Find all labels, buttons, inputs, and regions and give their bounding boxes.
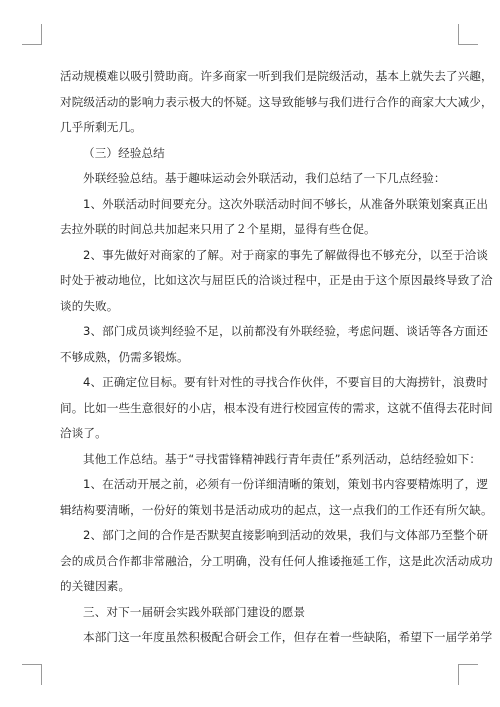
crop-mark-top-right-vertical: [458, 24, 459, 45]
crop-mark-top-left-horizontal: [22, 44, 42, 45]
text-line: 4、正确定位目标。要有针对性的寻找合作伙伴，不要盲目的大海捞针，浪费时: [83, 375, 489, 389]
text-line: 1、外联活动时间要充分。这次外联活动时间不够长，从准备外联策划案真正出: [83, 196, 489, 211]
text-line: 时处于被动地位，比如这次与屈臣氏的洽谈过程中，正是由于这个原因最终导致了洽: [60, 273, 493, 287]
section-heading: 三、对下一届研会实践外联部门建设的愿景: [83, 604, 306, 619]
text-line: 谈的失败。: [60, 298, 119, 313]
text-line: 的关键因素。: [60, 579, 131, 593]
text-line: 外联经验总结。基于趣味运动会外联活动，我们总结了一下几点经验：: [83, 171, 446, 185]
crop-mark-top-right-horizontal: [458, 44, 478, 45]
crop-mark-top-left-vertical: [41, 24, 42, 45]
text-line: 不够成熟，仍需多锻炼。: [60, 349, 189, 364]
text-line: 辑结构要清晰，一份好的策划书是活动成功的起点，这一点我们的工作还有所欠缺。: [60, 502, 493, 517]
text-line: 3、部门成员谈判经验不足，以前都没有外联经验，考虑问题、谈话等各方面还: [83, 324, 489, 338]
section-heading: （三）经验总结: [83, 145, 165, 160]
crop-mark-bottom-left-vertical: [41, 664, 42, 685]
text-line: 会的成员合作都非常融洽，分工明确，没有任何人推诿拖延工作，这是此次活动成功: [60, 553, 493, 568]
text-line: 活动规模难以吸引赞助商。许多商家一听到我们是院级活动，基本上就失去了兴趣，: [60, 69, 493, 83]
text-line: 去拉外联的时间总共加起来只用了２个星期，显得有些仓促。: [60, 222, 376, 236]
crop-mark-bottom-right-vertical: [458, 664, 459, 685]
crop-mark-bottom-left-horizontal: [22, 664, 42, 665]
text-line: 2、部门之间的合作是否默契直接影响到活动的效果，我们与文体部乃至整个研: [83, 528, 489, 542]
text-line: 几乎所剩无几。: [60, 120, 142, 134]
crop-mark-bottom-right-horizontal: [458, 664, 478, 665]
text-line: 2、事先做好对商家的了解。对于商家的事先了解做得也不够充分，以至于洽谈: [83, 247, 489, 262]
text-line: 本部门这一年度虽然积极配合研会工作，但存在着一些缺陷，希望下一届学弟学: [83, 630, 493, 644]
text-line: 1、在活动开展之前，必须有一份详细清晰的策划，策划书内容要精炼明了，逻: [83, 477, 489, 491]
text-line: 间。比如一些生意很好的小店，根本没有进行校园宣传的需求，这就不值得去花时间: [60, 400, 493, 415]
document-body: [60, 64, 493, 651]
text-line: 其他工作总结。基于“寻找雷锋精神践行青年责任”系列活动，总结经验如下：: [83, 451, 482, 466]
text-line: 对院级活动的影响力表示极大的怀疑。这导致能够与我们进行合作的商家大大减少，: [60, 94, 493, 109]
text-line: 洽谈了。: [60, 426, 107, 440]
